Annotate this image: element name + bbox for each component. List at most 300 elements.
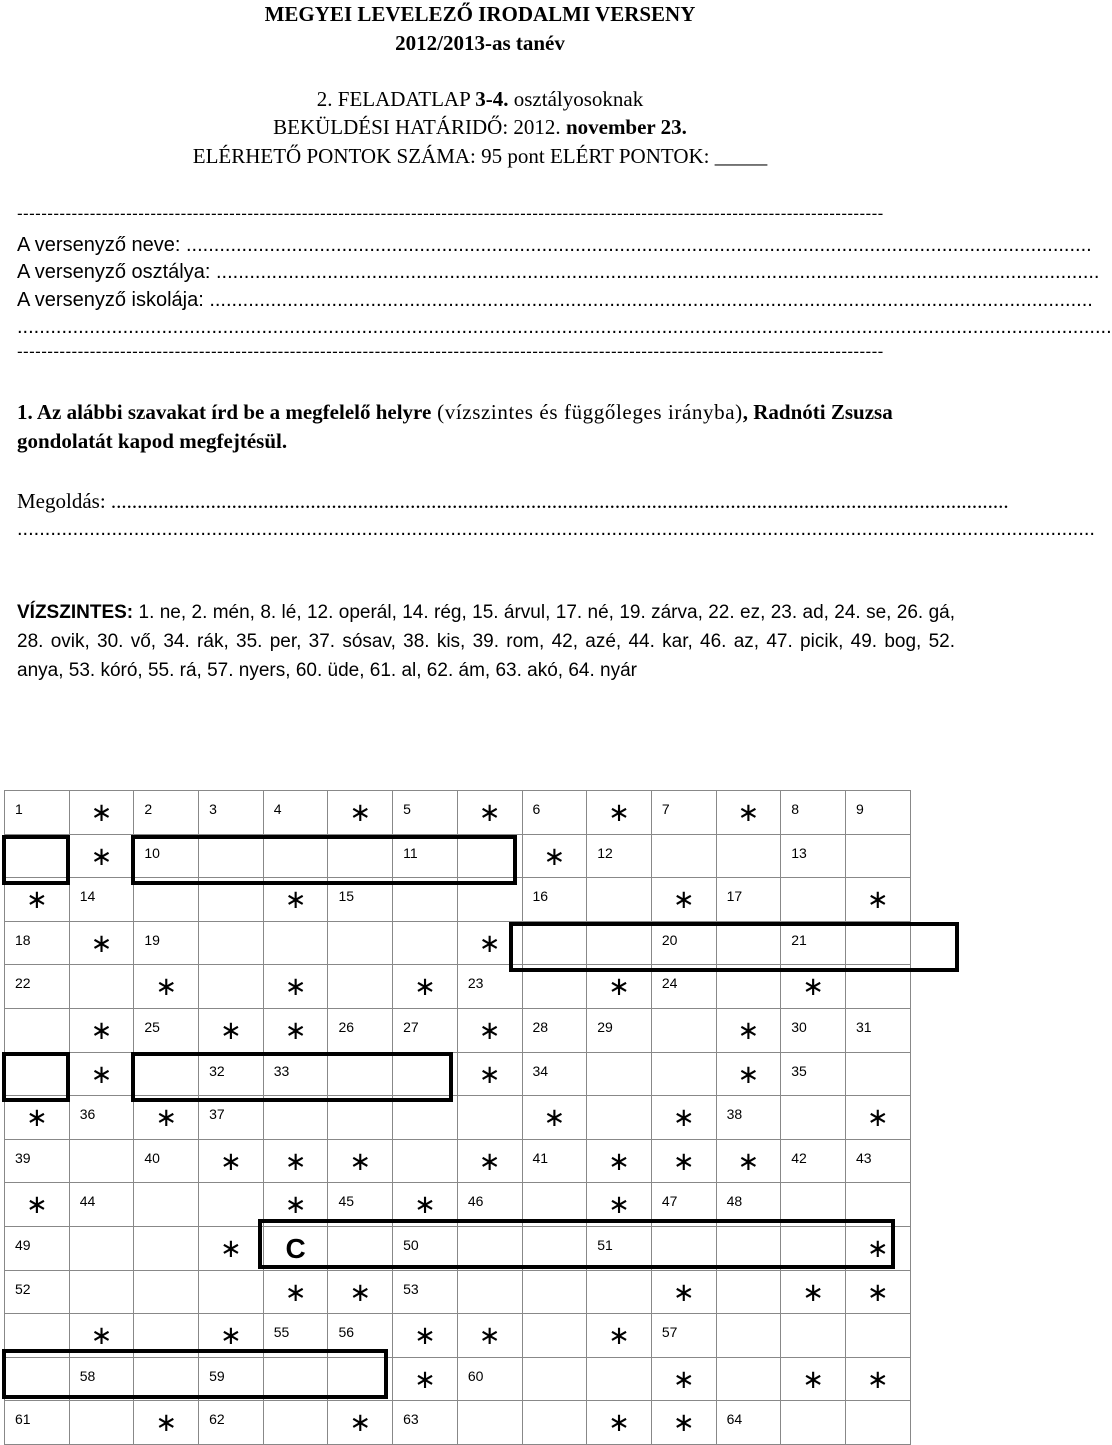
black-cell-star: ∗: [866, 1276, 889, 1307]
crossword-cell[interactable]: [522, 1096, 587, 1140]
crossword-cell[interactable]: [328, 1183, 393, 1227]
cell-number: 3: [209, 801, 217, 817]
crossword-cell[interactable]: [134, 1226, 199, 1270]
crossword-cell[interactable]: [522, 965, 587, 1009]
crossword-cell[interactable]: [263, 965, 328, 1009]
black-cell-star: ∗: [608, 1407, 630, 1438]
crossword-cell[interactable]: [716, 1401, 781, 1445]
crossword-cell[interactable]: [5, 1096, 70, 1140]
cell-number: 63: [403, 1411, 419, 1428]
crossword-row: [5, 1183, 911, 1227]
cell-number: 12: [597, 844, 613, 861]
black-cell-star: ∗: [220, 1014, 242, 1045]
crossword-cell[interactable]: [845, 1008, 910, 1052]
crossword-cell[interactable]: [587, 1052, 652, 1096]
crossword-cell[interactable]: [845, 921, 910, 965]
crossword-cell[interactable]: [393, 1314, 458, 1358]
cell-number: 51: [597, 1236, 613, 1253]
cell-number: 50: [403, 1236, 419, 1253]
crossword-cell[interactable]: [199, 921, 264, 965]
crossword-cell[interactable]: [69, 921, 134, 965]
black-cell-star: ∗: [349, 1276, 372, 1307]
crossword-cell[interactable]: [5, 965, 70, 1009]
crossword-cell[interactable]: [781, 965, 846, 1009]
crossword-cell[interactable]: [69, 1096, 134, 1140]
crossword-cell[interactable]: [845, 1096, 910, 1140]
crossword-cell[interactable]: [651, 1357, 716, 1401]
black-cell-star: ∗: [737, 1145, 760, 1176]
crossword-cell[interactable]: [393, 965, 458, 1009]
student-class-field[interactable]: A versenyző osztálya: ...............................................................................................................................................................: [17, 261, 1100, 283]
crossword-cell[interactable]: [69, 1270, 134, 1314]
cell-number: 27: [403, 1018, 419, 1035]
crossword-cell[interactable]: [781, 1183, 846, 1227]
crossword-cell[interactable]: [716, 791, 781, 835]
crossword-cell[interactable]: [199, 1270, 264, 1314]
black-cell-star: ∗: [90, 840, 113, 871]
crossword-cell[interactable]: [199, 1314, 264, 1358]
crossword-cell[interactable]: [199, 1183, 264, 1227]
deadline-prefix: BEKÜLDÉSI HATÁRIDŐ: 2012.: [273, 115, 566, 139]
crossword-row: [5, 965, 911, 1009]
crossword-cell[interactable]: [134, 1183, 199, 1227]
crossword-cell[interactable]: [134, 1401, 199, 1445]
crossword-cell[interactable]: [522, 1270, 587, 1314]
crossword-cell[interactable]: [781, 791, 846, 835]
black-cell-star: ∗: [478, 1320, 501, 1351]
cell-number: 56: [338, 1324, 355, 1341]
crossword-cell[interactable]: [716, 1096, 781, 1140]
crossword-cell[interactable]: [716, 1226, 781, 1270]
crossword-cell[interactable]: [716, 1183, 781, 1227]
crossword-cell[interactable]: [457, 1270, 522, 1314]
crossword-cell[interactable]: [263, 1401, 328, 1445]
crossword-cell[interactable]: [263, 1314, 328, 1358]
crossword-cell[interactable]: [845, 1052, 910, 1096]
black-cell-star: ∗: [608, 1320, 630, 1351]
crossword-cell[interactable]: [393, 878, 458, 922]
cell-number: 26: [338, 1018, 355, 1035]
black-cell-star: ∗: [672, 1102, 695, 1133]
school-year: 2012/2013-as tanév: [395, 31, 565, 55]
crossword-cell[interactable]: [5, 1270, 70, 1314]
crossword-cell[interactable]: [457, 834, 522, 878]
cell-number: 58: [79, 1367, 96, 1384]
crossword-cell[interactable]: [716, 1314, 781, 1358]
crossword-cell[interactable]: [587, 791, 652, 835]
cell-number: 11: [403, 844, 418, 861]
separator-bottom: -----------------------------------------------------------------------------------------------------------------------------------------------: [17, 342, 884, 361]
crossword-cell[interactable]: [5, 1357, 70, 1401]
crossword-cell[interactable]: [134, 1139, 199, 1183]
crossword-cell[interactable]: [69, 1183, 134, 1227]
crossword-cell[interactable]: [328, 1270, 393, 1314]
crossword-cell[interactable]: [651, 1270, 716, 1314]
crossword-cell[interactable]: [781, 921, 846, 965]
black-cell-star: ∗: [25, 1189, 48, 1220]
crossword-cell[interactable]: [5, 1226, 70, 1270]
crossword-cell[interactable]: [328, 1314, 393, 1358]
crossword-cell[interactable]: [69, 834, 134, 878]
crossword-cell[interactable]: [522, 1008, 587, 1052]
solution-continuation[interactable]: ..................................................................................................................................................................................................: [17, 518, 1095, 540]
crossword-cell[interactable]: [522, 1314, 587, 1358]
crossword-cell[interactable]: [199, 791, 264, 835]
crossword-cell[interactable]: [457, 1314, 522, 1358]
cell-number: 62: [209, 1411, 225, 1428]
black-cell-star: ∗: [349, 1407, 372, 1438]
crossword-cell[interactable]: [5, 1052, 70, 1096]
black-cell-star: ∗: [543, 840, 566, 871]
crossword-cell[interactable]: [587, 1139, 652, 1183]
crossword-cell[interactable]: [522, 1183, 587, 1227]
crossword-cell[interactable]: [5, 1183, 70, 1227]
crossword-cell[interactable]: [716, 1139, 781, 1183]
crossword-cell[interactable]: [651, 878, 716, 922]
crossword-cell[interactable]: [651, 1096, 716, 1140]
crossword-cell[interactable]: [263, 1357, 328, 1401]
student-school-field[interactable]: A versenyző iskolája: ...............................................................................................................................................................: [17, 289, 1093, 311]
crossword-cell[interactable]: [781, 1401, 846, 1445]
cell-number: 25: [144, 1018, 160, 1035]
black-cell-star: ∗: [284, 884, 307, 915]
crossword-cell[interactable]: [457, 1139, 522, 1183]
crossword-cell[interactable]: [651, 1401, 716, 1445]
crossword-cell[interactable]: [263, 878, 328, 922]
crossword-cell[interactable]: [845, 1357, 910, 1401]
crossword-cell[interactable]: [263, 1052, 328, 1096]
points-line: ELÉRHETŐ PONTOK SZÁMA: 95 pont ELÉRT PONTOK: _____: [192, 144, 768, 168]
crossword-cell[interactable]: [5, 834, 70, 878]
crossword-cell[interactable]: [393, 1270, 458, 1314]
crossword-cell[interactable]: [134, 1357, 199, 1401]
crossword-cell[interactable]: [587, 1401, 652, 1445]
crossword-cell[interactable]: [457, 1357, 522, 1401]
crossword-cell[interactable]: [393, 1052, 458, 1096]
cell-number: 14: [79, 888, 96, 905]
black-cell-star: ∗: [478, 1014, 501, 1045]
crossword-cell[interactable]: [716, 921, 781, 965]
crossword-cell[interactable]: [522, 791, 587, 835]
cell-number: 40: [144, 1149, 160, 1166]
black-cell-star: ∗: [672, 1145, 695, 1176]
crossword-cell[interactable]: [393, 1096, 458, 1140]
crossword-cell[interactable]: [5, 1008, 70, 1052]
cell-number: 30: [791, 1018, 807, 1035]
cell-number: 53: [403, 1280, 419, 1297]
crossword-cell[interactable]: [522, 878, 587, 922]
crossword-cell[interactable]: [587, 878, 652, 922]
crossword-cell[interactable]: [716, 1052, 781, 1096]
black-cell-star: ∗: [284, 971, 307, 1002]
crossword-cell[interactable]: [457, 965, 522, 1009]
crossword-cell[interactable]: [393, 921, 458, 965]
black-cell-star: ∗: [349, 1145, 372, 1176]
crossword-cell[interactable]: [651, 921, 716, 965]
crossword-cell[interactable]: [587, 965, 652, 1009]
deadline-date: november 23.: [565, 115, 687, 139]
crossword-cell[interactable]: [5, 1314, 70, 1358]
crossword-cell[interactable]: [522, 1401, 587, 1445]
crossword-cell[interactable]: [69, 1226, 134, 1270]
cell-number: 31: [855, 1018, 872, 1035]
crossword-cell[interactable]: [781, 1096, 846, 1140]
crossword-cell[interactable]: [457, 1226, 522, 1270]
crossword-cell[interactable]: [845, 791, 910, 835]
crossword-cell[interactable]: [781, 1139, 846, 1183]
crossword-cell[interactable]: [845, 1401, 910, 1445]
crossword-cell[interactable]: [845, 965, 910, 1009]
crossword-cell[interactable]: [781, 1226, 846, 1270]
cell-number: 38: [726, 1106, 743, 1123]
crossword-cell[interactable]: [587, 1314, 652, 1358]
cell-number: 16: [532, 888, 549, 905]
cell-number: 23: [467, 975, 484, 992]
cell-number: 17: [726, 888, 743, 905]
crossword-cell[interactable]: [587, 1096, 652, 1140]
black-cell-star: ∗: [608, 1189, 630, 1220]
crossword-cell[interactable]: [651, 965, 716, 1009]
crossword-cell[interactable]: [328, 1226, 393, 1270]
crossword-cell[interactable]: [393, 1183, 458, 1227]
black-cell-star: ∗: [90, 1058, 113, 1089]
black-cell-star: ∗: [672, 1407, 695, 1438]
crossword-cell[interactable]: [199, 834, 264, 878]
crossword-cell[interactable]: [69, 1401, 134, 1445]
crossword-cell[interactable]: [845, 1139, 910, 1183]
crossword-cell[interactable]: [716, 1357, 781, 1401]
crossword-cell[interactable]: [328, 791, 393, 835]
crossword-cell[interactable]: [651, 791, 716, 835]
crossword-cell[interactable]: [781, 1008, 846, 1052]
crossword-cell[interactable]: [263, 1226, 328, 1270]
crossword-cell[interactable]: [651, 1226, 716, 1270]
crossword-cell[interactable]: [199, 1008, 264, 1052]
crossword-cell[interactable]: [263, 921, 328, 965]
crossword-cell[interactable]: [716, 965, 781, 1009]
cell-number: 47: [661, 1193, 678, 1210]
crossword-cell[interactable]: [457, 1183, 522, 1227]
crossword-cell[interactable]: [393, 1357, 458, 1401]
crossword-cell[interactable]: [587, 921, 652, 965]
cell-number: 2: [144, 801, 153, 817]
sheet-line: [0, 85, 960, 113]
crossword-cell[interactable]: [5, 1401, 70, 1445]
crossword-cell[interactable]: [263, 1270, 328, 1314]
crossword-cell[interactable]: [716, 834, 781, 878]
black-cell-star: ∗: [155, 971, 178, 1002]
crossword-cell[interactable]: [781, 1270, 846, 1314]
cell-number: 35: [791, 1062, 807, 1079]
crossword-cell[interactable]: [781, 1052, 846, 1096]
black-cell-star: ∗: [737, 1014, 760, 1045]
crossword-cell[interactable]: [781, 1357, 846, 1401]
black-cell-star: ∗: [672, 1276, 695, 1307]
crossword-cell[interactable]: [199, 1401, 264, 1445]
crossword-cell[interactable]: [5, 878, 70, 922]
crossword-cell[interactable]: [716, 1270, 781, 1314]
crossword-cell[interactable]: [457, 1096, 522, 1140]
crossword-cell[interactable]: [587, 1357, 652, 1401]
crossword-cell[interactable]: [69, 1314, 134, 1358]
crossword-cell[interactable]: [587, 1183, 652, 1227]
crossword-cell[interactable]: [457, 1052, 522, 1096]
cell-number: 18: [15, 931, 31, 948]
crossword-cell[interactable]: [457, 791, 522, 835]
crossword-cell[interactable]: [845, 834, 910, 878]
crossword-cell[interactable]: [263, 1096, 328, 1140]
cell-number: 7: [661, 801, 670, 817]
crossword-cell[interactable]: [199, 965, 264, 1009]
black-cell-star: ∗: [155, 1102, 178, 1133]
black-cell-star: ∗: [866, 884, 889, 915]
crossword-cell[interactable]: [134, 1052, 199, 1096]
black-cell-star: ∗: [25, 884, 48, 915]
crossword-cell[interactable]: [328, 1008, 393, 1052]
crossword-cell[interactable]: [393, 791, 458, 835]
crossword-cell[interactable]: [69, 1008, 134, 1052]
crossword-cell[interactable]: [134, 878, 199, 922]
crossword-cell[interactable]: [781, 878, 846, 922]
crossword-cell[interactable]: [587, 1270, 652, 1314]
black-cell-star: ∗: [866, 1232, 889, 1263]
crossword-cell[interactable]: [199, 878, 264, 922]
crossword-cell[interactable]: [199, 1357, 264, 1401]
crossword-row: [5, 834, 911, 878]
crossword-cell[interactable]: [457, 1401, 522, 1445]
crossword-cell[interactable]: [328, 1139, 393, 1183]
solution-field[interactable]: [17, 487, 1009, 515]
crossword-cell[interactable]: [263, 1183, 328, 1227]
cell-number: 34: [532, 1062, 549, 1079]
cell-number: 22: [15, 975, 31, 992]
crossword-cell[interactable]: [651, 1183, 716, 1227]
crossword-cell[interactable]: [134, 921, 199, 965]
crossword-cell[interactable]: [69, 878, 134, 922]
cell-number: 55: [273, 1324, 290, 1341]
student-school-continuation[interactable]: .....................................................................................................................................................................................................: [17, 316, 1112, 338]
crossword-cell[interactable]: [263, 1139, 328, 1183]
cell-number: 61: [15, 1411, 31, 1428]
crossword-cell[interactable]: [69, 791, 134, 835]
crossword-row: [5, 1401, 911, 1445]
sheet-grades: 3-4.: [475, 87, 509, 111]
crossword-cell[interactable]: [5, 921, 70, 965]
crossword-cell[interactable]: [845, 1314, 910, 1358]
crossword-cell[interactable]: [716, 1008, 781, 1052]
crossword-cell[interactable]: [587, 834, 652, 878]
crossword-cell[interactable]: [845, 878, 910, 922]
crossword-cell[interactable]: [263, 1008, 328, 1052]
crossword-cell[interactable]: [328, 878, 393, 922]
crossword-cell[interactable]: [651, 1052, 716, 1096]
crossword-cell[interactable]: [716, 878, 781, 922]
crossword-cell[interactable]: [134, 1096, 199, 1140]
crossword-cell[interactable]: [522, 834, 587, 878]
crossword-cell[interactable]: [328, 834, 393, 878]
crossword-cell[interactable]: [522, 921, 587, 965]
cell-number: 45: [338, 1193, 355, 1210]
crossword-cell[interactable]: [393, 1401, 458, 1445]
crossword-row: [5, 1357, 911, 1401]
cell-number: 15: [338, 888, 355, 905]
crossword-cell[interactable]: [522, 1226, 587, 1270]
crossword-cell[interactable]: [263, 791, 328, 835]
crossword-cell[interactable]: [134, 791, 199, 835]
crossword-cell[interactable]: [199, 1096, 264, 1140]
crossword-cell[interactable]: [134, 1270, 199, 1314]
crossword-cell[interactable]: [651, 1008, 716, 1052]
crossword-cell[interactable]: [393, 1226, 458, 1270]
crossword-cell[interactable]: [263, 834, 328, 878]
crossword-cell[interactable]: [845, 1270, 910, 1314]
student-name-field[interactable]: A versenyző neve: ...................................................................................................................................................................: [17, 234, 1092, 256]
crossword-cell[interactable]: [781, 1314, 846, 1358]
crossword-cell[interactable]: [328, 1096, 393, 1140]
cell-number: 57: [661, 1324, 678, 1341]
crossword-cell[interactable]: [134, 834, 199, 878]
crossword-cell[interactable]: [134, 1008, 199, 1052]
crossword-cell[interactable]: [328, 921, 393, 965]
black-cell-star: ∗: [284, 1014, 307, 1045]
crossword-cell[interactable]: [651, 1139, 716, 1183]
crossword-cell[interactable]: [522, 1357, 587, 1401]
crossword-cell[interactable]: [199, 1139, 264, 1183]
given-letter: C: [285, 1232, 306, 1264]
black-cell-star: ∗: [414, 1189, 436, 1220]
black-cell-star: ∗: [90, 1320, 113, 1351]
crossword-cell[interactable]: [199, 1052, 264, 1096]
crossword-cell[interactable]: [69, 1052, 134, 1096]
crossword-cell[interactable]: [587, 1008, 652, 1052]
crossword-cell[interactable]: [393, 834, 458, 878]
crossword-cell[interactable]: [5, 1139, 70, 1183]
crossword-cell[interactable]: [781, 834, 846, 878]
crossword-cell[interactable]: [457, 878, 522, 922]
cell-number: 64: [726, 1411, 743, 1428]
crossword-cell[interactable]: [134, 1314, 199, 1358]
crossword-cell[interactable]: [587, 1226, 652, 1270]
crossword-cell[interactable]: [457, 1008, 522, 1052]
crossword-cell[interactable]: [651, 1314, 716, 1358]
crossword-cell[interactable]: [69, 1139, 134, 1183]
crossword-cell[interactable]: [845, 1226, 910, 1270]
crossword-cell[interactable]: [393, 1139, 458, 1183]
cell-number: 39: [15, 1149, 31, 1166]
crossword-cell[interactable]: [328, 1401, 393, 1445]
crossword-cell[interactable]: [845, 1183, 910, 1227]
black-cell-star: ∗: [414, 971, 436, 1002]
crossword-row: [5, 1226, 911, 1270]
crossword-cell[interactable]: [522, 1052, 587, 1096]
cell-number: 9: [855, 801, 864, 817]
cell-number: 37: [209, 1106, 225, 1123]
crossword-cell[interactable]: [199, 1226, 264, 1270]
cell-number: 48: [726, 1193, 743, 1210]
crossword-cell[interactable]: [651, 834, 716, 878]
crossword-cell[interactable]: [328, 1357, 393, 1401]
crossword-cell[interactable]: [69, 1357, 134, 1401]
crossword-cell[interactable]: [328, 1052, 393, 1096]
cell-number: 33: [273, 1062, 290, 1079]
crossword-cell[interactable]: [393, 1008, 458, 1052]
crossword-cell[interactable]: [328, 965, 393, 1009]
crossword-cell[interactable]: [522, 1139, 587, 1183]
crossword-cell[interactable]: [134, 965, 199, 1009]
crossword-cell[interactable]: [5, 791, 70, 835]
crossword-cell[interactable]: [69, 965, 134, 1009]
crossword-cell[interactable]: [457, 921, 522, 965]
